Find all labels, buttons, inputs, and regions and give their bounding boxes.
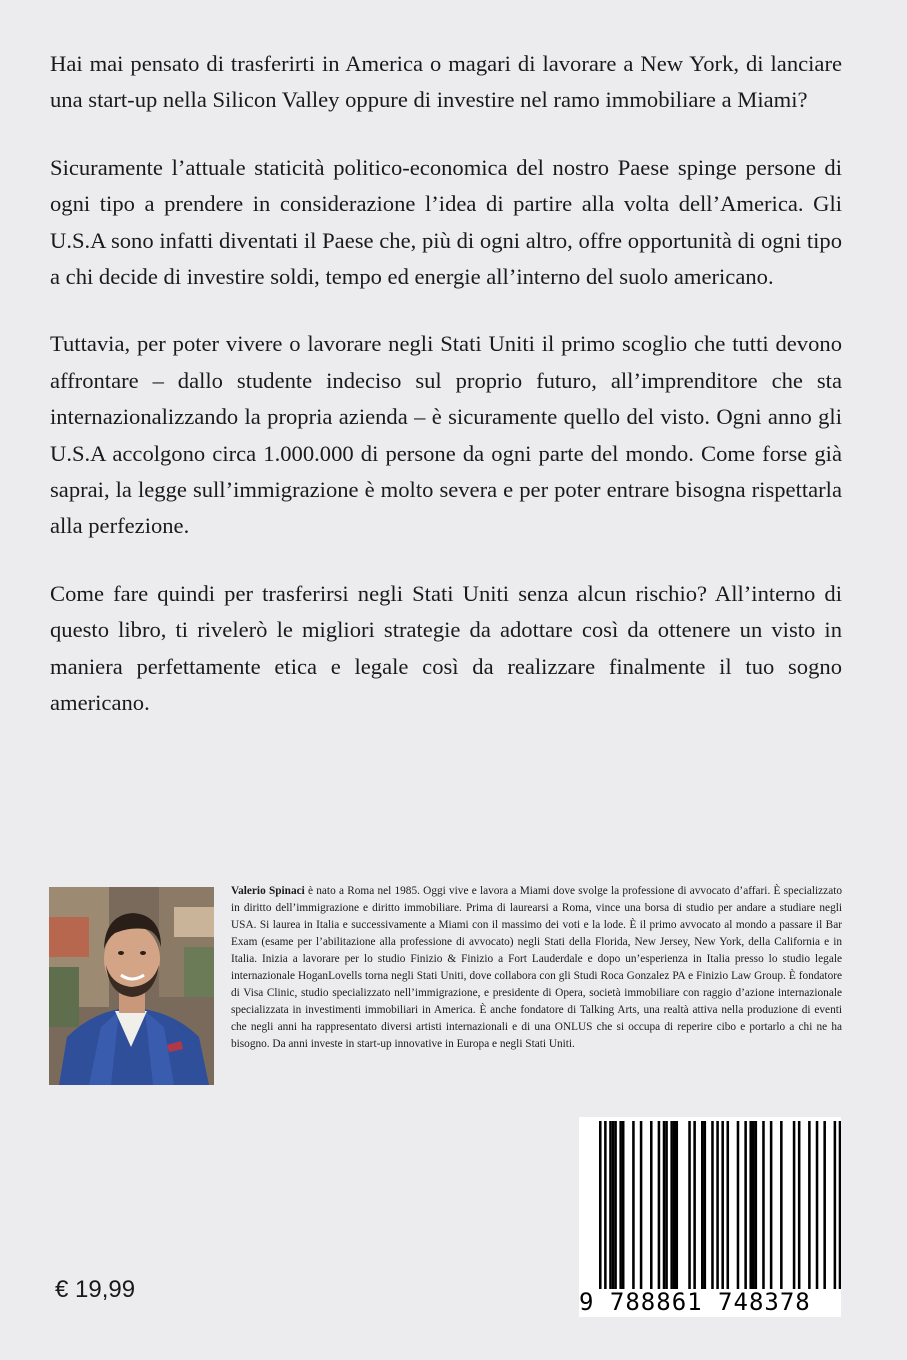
paragraph-1: Hai mai pensato di trasferirti in America o magari di lavorare a New York, di lanciare una start-up nella Silicon Valley oppure di investire nel ramo immobiliare a Miami? bbox=[50, 51, 842, 113]
barcode-bar bbox=[823, 1121, 826, 1289]
barcode-bar bbox=[663, 1121, 666, 1289]
author-bio: è nato a Roma nel 1985. Oggi vive e lavora a Miami dove svolge la professione di avvocato d’affari. È specializzato in diritto dell’immigrazione e diritto immobiliare. Prima di laurearsi a Roma, vince una borsa di studio per andare a studiare negli USA. Si laurea in Italia e successivamente a Miami con il massimo dei voti e la lode. È il primo avvocato al mondo a passare il Bar Exam (esame per l’abilitazione alla professione di avvocato) negli Stati della Florida, New Jersey, New York, della California e in Italia. Inizia a lavorare per lo studio Finizio & Finizio a Fort Lauderdale e dopo un’esperienza in Italia presso lo studio legale internazionale HoganLovells torna negli Stati Uniti, dove collabora con gli Studi Roca Gonzalez PA e Finizio Law Group. È fondatore di Visa Clinic, studio specializzato nell’immigrazione, e presidente di Opera, società immobiliare con raggio d’azione internazionale specializzata in investimenti immobiliari in America. È anche fondatore di Talking Arts, una realtà attiva nella produzione di eventi che negli anni ha rappresentato diversi artisti internazionali e di una ONLUS che si occupa di reperire cibo e portarlo a chi ne ha bisogno. Da anni investe in start-up innovative in Europa e negli Stati Uniti. bbox=[231, 885, 842, 1051]
barcode-bar bbox=[693, 1121, 696, 1289]
isbn-digits: 9 788861 748378 bbox=[579, 1289, 841, 1315]
barcode-bar bbox=[614, 1121, 617, 1289]
barcode-bar bbox=[808, 1121, 811, 1289]
barcode-bar bbox=[609, 1121, 612, 1289]
barcode-bar bbox=[793, 1121, 796, 1289]
barcode-bar bbox=[780, 1121, 783, 1289]
author-name: Valerio Spinaci bbox=[231, 885, 305, 897]
barcode-bar bbox=[673, 1121, 676, 1289]
barcode-bar bbox=[744, 1121, 747, 1289]
barcode-bar bbox=[622, 1121, 625, 1289]
barcode-bar bbox=[839, 1121, 841, 1303]
barcode-bar bbox=[737, 1121, 740, 1289]
barcode-bar bbox=[612, 1121, 615, 1289]
barcode-bar bbox=[798, 1121, 801, 1289]
back-cover-main-text bbox=[50, 46, 842, 753]
barcode-bar bbox=[727, 1121, 730, 1289]
barcode-bar bbox=[604, 1121, 607, 1303]
barcode-bar bbox=[650, 1121, 653, 1289]
author-bio-text bbox=[231, 883, 842, 1053]
barcode-bar bbox=[701, 1121, 704, 1289]
barcode-bar bbox=[704, 1121, 707, 1289]
barcode-bar bbox=[749, 1121, 752, 1289]
barcode-bar bbox=[676, 1121, 679, 1289]
barcode-bar bbox=[658, 1121, 661, 1289]
barcode-bar bbox=[665, 1121, 668, 1289]
author-photo bbox=[49, 887, 214, 1085]
barcode-bar bbox=[632, 1121, 635, 1289]
barcode-bar bbox=[619, 1121, 622, 1289]
barcode-bar bbox=[599, 1121, 602, 1303]
paragraph-4: Come fare quindi per trasferirsi negli Stati Uniti senza alcun rischio? All’interno di questo libro, ti rivelerò le migliori strategie da adottare così da ottenere un visto in maniera perfettamente etica e legale così da realizzare finalmente il tuo sogno americano. bbox=[50, 580, 842, 716]
barcode-bar bbox=[721, 1121, 724, 1303]
barcode-bar bbox=[716, 1121, 719, 1303]
paragraph-3: Tuttavia, per poter vivere o lavorare negli Stati Uniti il primo scoglio che tutti devono affrontare – dallo studente indeciso sul proprio futuro, all’imprenditore che sta internazionalizzando la propria azienda – è sicuramente quello del visto. Ogni anno gli U.S.A accolgono circa 1.000.000 di persone da ogni parte del mondo. Come forse già saprai, la legge sull’immigrazione è molto severa e per poter entrare bisogna rispettarla alla perfezione. bbox=[50, 331, 842, 539]
barcode-bar bbox=[688, 1121, 691, 1289]
barcode-bar bbox=[834, 1121, 837, 1303]
barcode-bar bbox=[755, 1121, 758, 1289]
barcode-bar bbox=[752, 1121, 755, 1289]
paragraph-2: Sicuramente l’attuale staticità politico-economica del nostro Paese spinge persone di ogni tipo a prendere in considerazione l’idea di partire alla volta dell’America. Gli U.S.A sono infatti diventati il Paese che, più di ogni altro, offre opportunità di ogni tipo a chi decide di investire soldi, tempo ed energie all’interno del suolo americano. bbox=[50, 154, 842, 290]
barcode-bar bbox=[816, 1121, 819, 1289]
barcode-bar bbox=[770, 1121, 773, 1289]
author-bio-section bbox=[49, 887, 842, 1087]
isbn-barcode bbox=[579, 1117, 841, 1317]
barcode-bar bbox=[670, 1121, 673, 1289]
barcode-bar bbox=[640, 1121, 643, 1289]
barcode-bar bbox=[762, 1121, 765, 1289]
barcode-bar bbox=[711, 1121, 714, 1289]
price-label: € 19,99 bbox=[55, 1276, 136, 1303]
barcode-bars bbox=[579, 1117, 841, 1317]
